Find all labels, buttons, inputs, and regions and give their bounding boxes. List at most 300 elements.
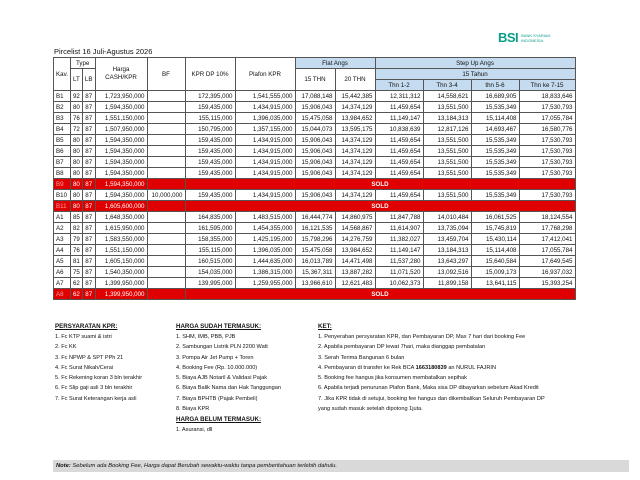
cell-thn-3-4: 13,184,313: [423, 113, 471, 124]
header-bf: BF: [147, 58, 185, 91]
cell-thn-3-4: 13,551,500: [423, 168, 471, 179]
termasuk-list: [176, 332, 281, 414]
header-kav: Kav.: [54, 58, 71, 91]
cell-thn-7-15: 17,530,793: [519, 102, 575, 113]
cell-flat-15: 15,475,058: [295, 113, 335, 124]
cell-kav: A1: [54, 212, 71, 223]
cell-kpr-dp: 159,435,000: [185, 190, 235, 201]
cell-lt: 80: [70, 146, 82, 157]
cell-thn-5-6: 14,693,467: [471, 124, 519, 135]
header-thn-1-2: Thn 1-2: [375, 80, 423, 91]
cell-kav: B6: [54, 146, 71, 157]
cell-lb: 87: [82, 256, 95, 267]
note-text: Sebelum ada Booking Fee, Harga dapat Berubah sewaktu-waktu tanpa pemberitahuan terlebih dahulu.: [70, 463, 337, 469]
cell-thn-7-15: 18,833,646: [519, 91, 575, 102]
sold-label: SOLD: [185, 201, 575, 212]
cell-harga: 1,399,950,000: [95, 289, 147, 300]
cell-kpr-dp: 164,835,000: [185, 212, 235, 223]
ket-item: 2. Apabila pembayaran DP lewat 7hari, maka dianggap pembatalan: [318, 344, 486, 351]
cell-thn-1-2: 11,459,654: [375, 168, 423, 179]
cell-flat-20: 14,374,129: [335, 135, 375, 146]
cell-harga: 1,605,150,000: [95, 256, 147, 267]
ket-list: [318, 332, 545, 414]
cell-thn-5-6: 15,114,408: [471, 245, 519, 256]
cell-thn-7-15: 18,124,554: [519, 212, 575, 223]
cell-plafon: 1,434,915,000: [235, 168, 295, 179]
cell-thn-7-15: 17,530,793: [519, 135, 575, 146]
cell-thn-1-2: 11,459,654: [375, 102, 423, 113]
header-flat-15: 15 THN: [295, 69, 335, 91]
note-bar: [53, 460, 629, 472]
table-row: [54, 212, 576, 223]
cell-flat-20: 14,374,129: [335, 168, 375, 179]
header-harga: Harga CASH/KPR: [95, 58, 147, 91]
cell-plafon: 1,396,035,000: [235, 113, 295, 124]
ket-section: [318, 322, 545, 414]
cell-bf: [147, 234, 185, 245]
header-type: Type: [70, 58, 95, 69]
termasuk-item: 3. Pompa Air Jet Pump + Toren: [176, 354, 254, 361]
pricelist-body: [54, 91, 576, 300]
termasuk-item: 4. Booking Fee (Rp. 10.000.000): [176, 364, 258, 371]
cell-lb: 87: [82, 179, 95, 190]
persyaratan-title: PERSYARATAN KPR:: [55, 323, 118, 330]
cell-lt: 80: [70, 157, 82, 168]
cell-kav: A2: [54, 223, 71, 234]
cell-thn-5-6: 15,745,819: [471, 223, 519, 234]
table-row: [54, 190, 576, 201]
cell-lt: 81: [70, 256, 82, 267]
ket-item: 6. Apabila terjadi penurunan Plafon Bank, Maka sisa DP dibayarkan sebelum Akad Kredit: [318, 385, 539, 392]
cell-kav: B9: [54, 179, 71, 190]
cell-harga: 1,594,350,000: [95, 168, 147, 179]
cell-thn-3-4: 11,899,158: [423, 278, 471, 289]
cell-kpr-dp: 161,595,000: [185, 223, 235, 234]
table-row: [54, 102, 576, 113]
cell-bf: [147, 223, 185, 234]
cell-thn-3-4: 13,459,704: [423, 234, 471, 245]
cell-thn-1-2: 10,062,373: [375, 278, 423, 289]
cell-flat-20: 13,984,652: [335, 113, 375, 124]
cell-lt: 62: [70, 289, 82, 300]
cell-kpr-dp: 150,795,000: [185, 124, 235, 135]
cell-harga: 1,594,350,000: [95, 190, 147, 201]
bsi-logo: [498, 30, 551, 45]
header-15-tahun: 15 Tahun: [375, 69, 575, 80]
cell-kav: B10: [54, 190, 71, 201]
cell-thn-7-15: 17,412,041: [519, 234, 575, 245]
cell-plafon: 1,396,035,000: [235, 245, 295, 256]
cell-plafon: 1,434,915,000: [235, 102, 295, 113]
cell-thn-5-6: 16,061,525: [471, 212, 519, 223]
cell-thn-7-15: 17,530,793: [519, 168, 575, 179]
cell-thn-5-6: 13,641,115: [471, 278, 519, 289]
termasuk-item: 6. Biaya Balik Nama dan Hak Tanggungan: [176, 385, 282, 392]
cell-flat-20: 14,860,975: [335, 212, 375, 223]
cell-plafon: 1,357,155,000: [235, 124, 295, 135]
sold-label: SOLD: [185, 179, 575, 190]
cell-thn-7-15: 17,530,793: [519, 190, 575, 201]
cell-thn-5-6: 15,535,349: [471, 135, 519, 146]
cell-flat-15: 16,444,774: [295, 212, 335, 223]
cell-harga: 1,583,550,000: [95, 234, 147, 245]
persyaratan-item: 2. Fc KK: [55, 344, 77, 351]
cell-lb: 87: [82, 212, 95, 223]
cell-kav: B5: [54, 135, 71, 146]
table-row: [54, 135, 576, 146]
cell-kpr-dp: 159,435,000: [185, 146, 235, 157]
cell-lb: 87: [82, 190, 95, 201]
cell-lt: 72: [70, 124, 82, 135]
cell-kpr-dp: 155,115,000: [185, 245, 235, 256]
belum-termasuk-title: HARGA BELUM TERMASUK:: [176, 416, 262, 424]
cell-thn-7-15: 16,580,776: [519, 124, 575, 135]
header-flat-20: 20 THN: [335, 69, 375, 91]
cell-bf: [147, 267, 185, 278]
cell-harga: 1,723,950,000: [95, 91, 147, 102]
cell-bf: [147, 289, 185, 300]
cell-lb: 87: [82, 157, 95, 168]
cell-flat-20: 14,568,867: [335, 223, 375, 234]
cell-flat-20: 13,984,652: [335, 245, 375, 256]
cell-plafon: 1,434,915,000: [235, 190, 295, 201]
cell-thn-5-6: 15,535,349: [471, 168, 519, 179]
cell-harga: 1,594,350,000: [95, 157, 147, 168]
cell-kav: A5: [54, 256, 71, 267]
cell-flat-20: 14,276,759: [335, 234, 375, 245]
header-lt: LT: [70, 69, 82, 91]
cell-thn-7-15: 17,055,784: [519, 245, 575, 256]
cell-plafon: 1,434,915,000: [235, 157, 295, 168]
table-row: [54, 124, 576, 135]
ket-item: 1. Penyerahan persyaratan KPR, dan Pembayaran DP, Max 7 hari dari booking Fee: [318, 334, 526, 340]
table-row: [54, 113, 576, 124]
cell-kpr-dp: 139,995,000: [185, 278, 235, 289]
cell-flat-15: 15,906,043: [295, 102, 335, 113]
cell-flat-15: 13,966,610: [295, 278, 335, 289]
termasuk-item: 7. Biaya BPHTB (Pajak Pembeli): [176, 395, 258, 402]
pricelist-table: [53, 57, 576, 300]
table-row: [54, 278, 576, 289]
persyaratan-item: 5. Fc Rekening koran 3 bln terakhir: [55, 375, 143, 382]
cell-lt: 80: [70, 168, 82, 179]
cell-flat-20: 13,595,175: [335, 124, 375, 135]
cell-flat-15: 15,475,058: [295, 245, 335, 256]
cell-kpr-dp: 160,515,000: [185, 256, 235, 267]
cell-bf: [147, 102, 185, 113]
cell-kpr-dp: 158,355,000: [185, 234, 235, 245]
cell-bf: 10,000,000: [147, 190, 185, 201]
cell-bf: [147, 124, 185, 135]
cell-harga: 1,551,150,000: [95, 245, 147, 256]
cell-thn-3-4: 12,817,126: [423, 124, 471, 135]
cell-thn-1-2: 11,614,907: [375, 223, 423, 234]
cell-thn-7-15: 17,055,784: [519, 113, 575, 124]
bank-account-number: 1663180839: [415, 364, 447, 371]
cell-lt: 92: [70, 91, 82, 102]
termasuk-item: 2. Sambungan Listrik PLN 2200 Watt: [176, 344, 268, 351]
cell-kav: B4: [54, 124, 71, 135]
cell-lt: 80: [70, 190, 82, 201]
termasuk-item: 1. SHM, IMB, PBB, PJB: [176, 334, 236, 340]
cell-kav: B3: [54, 113, 71, 124]
cell-flat-20: 12,621,483: [335, 278, 375, 289]
cell-thn-1-2: 11,382,027: [375, 234, 423, 245]
cell-flat-15: 15,906,043: [295, 146, 335, 157]
cell-bf: [147, 256, 185, 267]
persyaratan-item: 7. Fc Surat Keterangan kerja asli: [55, 395, 137, 402]
cell-thn-5-6: 16,689,905: [471, 91, 519, 102]
cell-bf: [147, 201, 185, 212]
cell-kav: B1: [54, 91, 71, 102]
cell-bf: [147, 168, 185, 179]
cell-kpr-dp: 159,435,000: [185, 168, 235, 179]
cell-thn-3-4: 13,643,297: [423, 256, 471, 267]
cell-plafon: 1,454,355,000: [235, 223, 295, 234]
cell-kav: B8: [54, 168, 71, 179]
cell-plafon: 1,444,635,000: [235, 256, 295, 267]
bsi-logo-mark: BSI: [498, 30, 519, 45]
cell-thn-7-15: 17,530,793: [519, 157, 575, 168]
cell-bf: [147, 157, 185, 168]
termasuk-title: HARGA SUDAH TERMASUK:: [176, 323, 262, 330]
cell-flat-15: 15,367,311: [295, 267, 335, 278]
ket-item: 7. Jika KPR tidak di setujui, booking fee hangus dan dikembalikan Seluruh Pembayaran DP: [318, 395, 545, 402]
header-lb: LB: [82, 69, 95, 91]
cell-kpr-dp: 155,115,000: [185, 113, 235, 124]
cell-lt: 85: [70, 212, 82, 223]
cell-flat-20: 14,471,498: [335, 256, 375, 267]
cell-plafon: 1,259,955,000: [235, 278, 295, 289]
cell-thn-5-6: 15,009,173: [471, 267, 519, 278]
cell-lb: 87: [82, 201, 95, 212]
table-row: [54, 223, 576, 234]
cell-bf: [147, 91, 185, 102]
cell-thn-5-6: 15,535,349: [471, 190, 519, 201]
cell-thn-5-6: 15,535,349: [471, 157, 519, 168]
cell-thn-3-4: 14,010,484: [423, 212, 471, 223]
table-row: [54, 201, 576, 212]
ket-title: KET:: [318, 323, 332, 330]
header-thn-5-6: thn 5-6: [471, 80, 519, 91]
cell-thn-3-4: 13,551,500: [423, 146, 471, 157]
cell-lt: 62: [70, 278, 82, 289]
cell-flat-20: 13,887,282: [335, 267, 375, 278]
header-plafon: Plafon KPR: [235, 58, 295, 91]
cell-harga: 1,540,350,000: [95, 267, 147, 278]
cell-thn-3-4: 13,184,313: [423, 245, 471, 256]
table-row: [54, 267, 576, 278]
cell-thn-1-2: 11,071,520: [375, 267, 423, 278]
cell-thn-7-15: 17,768,298: [519, 223, 575, 234]
cell-kpr-dp: 172,395,000: [185, 91, 235, 102]
cell-harga: 1,594,350,000: [95, 135, 147, 146]
cell-flat-15: 16,013,789: [295, 256, 335, 267]
cell-kav: B7: [54, 157, 71, 168]
cell-bf: [147, 146, 185, 157]
header-thn-7-15: Thn ke 7-15: [519, 80, 575, 91]
cell-harga: 1,594,350,000: [95, 102, 147, 113]
cell-lt: 80: [70, 179, 82, 190]
cell-kpr-dp: 159,435,000: [185, 135, 235, 146]
cell-harga: 1,551,150,000: [95, 113, 147, 124]
cell-plafon: 1,425,195,000: [235, 234, 295, 245]
cell-flat-20: 14,374,129: [335, 102, 375, 113]
cell-lb: 87: [82, 245, 95, 256]
cell-thn-1-2: 12,311,312: [375, 91, 423, 102]
persyaratan-list: [55, 332, 142, 404]
cell-thn-1-2: 10,838,639: [375, 124, 423, 135]
cell-bf: [147, 179, 185, 190]
cell-thn-3-4: 13,551,500: [423, 157, 471, 168]
cell-thn-5-6: 15,535,349: [471, 146, 519, 157]
cell-plafon: 1,386,315,000: [235, 267, 295, 278]
header-step-up-angs: Step Up Angs: [375, 58, 575, 69]
cell-kav: A4: [54, 245, 71, 256]
cell-thn-1-2: 11,149,147: [375, 245, 423, 256]
termasuk-item: 5. Biaya AJB Notaril & Validasi Pajak: [176, 375, 267, 382]
cell-lt: 80: [70, 135, 82, 146]
cell-lb: 87: [82, 124, 95, 135]
cell-thn-7-15: 17,649,545: [519, 256, 575, 267]
cell-thn-7-15: 16,937,032: [519, 267, 575, 278]
cell-lb: 87: [82, 135, 95, 146]
pricelist-title: Pircelist 16 Juli-Agustus 2026: [54, 47, 153, 56]
cell-harga: 1,594,350,000: [95, 179, 147, 190]
cell-bf: [147, 113, 185, 124]
cell-lt: 75: [70, 267, 82, 278]
table-row: [54, 146, 576, 157]
cell-lb: 87: [82, 289, 95, 300]
cell-flat-15: 17,088,148: [295, 91, 335, 102]
termasuk-item: 8. Biaya KPR: [176, 406, 210, 413]
cell-kav: A3: [54, 234, 71, 245]
cell-thn-5-6: 15,114,408: [471, 113, 519, 124]
cell-kpr-dp: 159,435,000: [185, 157, 235, 168]
cell-plafon: 1,483,515,000: [235, 212, 295, 223]
ket-item: yang sudah masuk setelah dipotong 1juta.: [318, 406, 423, 413]
cell-kav: B2: [54, 102, 71, 113]
cell-thn-5-6: 15,640,584: [471, 256, 519, 267]
cell-thn-7-15: 15,393,254: [519, 278, 575, 289]
cell-thn-1-2: 11,149,147: [375, 113, 423, 124]
cell-lt: 80: [70, 201, 82, 212]
belum-termasuk-item: 1. Asuransi, dll: [176, 427, 213, 434]
cell-thn-3-4: 13,551,500: [423, 102, 471, 113]
cell-harga: 1,399,950,000: [95, 278, 147, 289]
cell-flat-15: 15,044,073: [295, 124, 335, 135]
cell-thn-3-4: 13,551,500: [423, 190, 471, 201]
table-row: [54, 168, 576, 179]
cell-kav: A8: [54, 289, 71, 300]
cell-plafon: 1,541,555,000: [235, 91, 295, 102]
cell-thn-1-2: 11,459,654: [375, 146, 423, 157]
cell-lt: 76: [70, 113, 82, 124]
cell-lt: 79: [70, 234, 82, 245]
cell-flat-15: 15,798,296: [295, 234, 335, 245]
cell-lt: 82: [70, 223, 82, 234]
cell-bf: [147, 245, 185, 256]
cell-flat-20: 15,442,385: [335, 91, 375, 102]
cell-thn-3-4: 14,558,621: [423, 91, 471, 102]
cell-harga: 1,648,350,000: [95, 212, 147, 223]
cell-lb: 87: [82, 102, 95, 113]
cell-harga: 1,507,950,000: [95, 124, 147, 135]
table-row: [54, 289, 576, 300]
persyaratan-item: 6. Fc Slip gaji asli 3 bln terakhir: [55, 385, 133, 392]
cell-plafon: 1,434,915,000: [235, 135, 295, 146]
ket-item-text: 4. Pembayaran di transfer ke Rek BCA: [318, 364, 416, 371]
cell-thn-3-4: 13,735,094: [423, 223, 471, 234]
cell-lb: 87: [82, 146, 95, 157]
cell-thn-1-2: 11,459,654: [375, 190, 423, 201]
cell-lb: 87: [82, 223, 95, 234]
table-row: [54, 157, 576, 168]
ket-item: 3. Serah Terima Bangunan 6 bulan: [318, 354, 405, 361]
cell-thn-5-6: 15,430,114: [471, 234, 519, 245]
cell-kpr-dp: 159,435,000: [185, 102, 235, 113]
cell-harga: 1,605,600,000: [95, 201, 147, 212]
cell-flat-15: 15,906,043: [295, 157, 335, 168]
cell-thn-7-15: 17,530,793: [519, 146, 575, 157]
cell-plafon: 1,434,915,000: [235, 146, 295, 157]
header-flat-angs: Flat Angs: [295, 58, 375, 69]
header-kpr-dp: KPR DP 10%: [185, 58, 235, 91]
persyaratan-item: 3. Fc NPWP & SPT PPh 21: [55, 354, 124, 361]
table-row: [54, 234, 576, 245]
cell-thn-1-2: 11,459,654: [375, 135, 423, 146]
cell-lt: 76: [70, 245, 82, 256]
cell-thn-1-2: 11,459,654: [375, 157, 423, 168]
bsi-logo-subtitle: BANK SYARIAH INDONESIA: [521, 32, 551, 43]
cell-flat-15: 15,906,043: [295, 190, 335, 201]
cell-thn-3-4: 13,092,516: [423, 267, 471, 278]
ket-item-text: an NURUL FAJRIN: [446, 364, 496, 371]
cell-flat-20: 14,374,129: [335, 157, 375, 168]
cell-lb: 87: [82, 278, 95, 289]
ket-item: 5. Booking fee hangus jika konsumen membatalkan sepihak: [318, 375, 467, 382]
cell-flat-20: 14,374,129: [335, 190, 375, 201]
cell-lb: 87: [82, 91, 95, 102]
cell-lb: 87: [82, 267, 95, 278]
cell-flat-15: 15,906,043: [295, 168, 335, 179]
sold-label: SOLD: [185, 289, 575, 300]
table-row: [54, 91, 576, 102]
cell-kpr-dp: 154,035,000: [185, 267, 235, 278]
cell-lt: 80: [70, 102, 82, 113]
persyaratan-item: 4. Fc Surat Nikah/Cerai: [55, 364, 114, 371]
cell-kav: A7: [54, 278, 71, 289]
cell-thn-3-4: 13,551,500: [423, 135, 471, 146]
cell-thn-5-6: 15,535,349: [471, 102, 519, 113]
table-row: [54, 245, 576, 256]
cell-thn-1-2: 11,847,788: [375, 212, 423, 223]
table-row: [54, 179, 576, 190]
persyaratan-item: 1. Fc KTP suami & istri: [55, 334, 112, 340]
cell-harga: 1,615,950,000: [95, 223, 147, 234]
persyaratan-section: [55, 322, 142, 404]
termasuk-section: [176, 322, 281, 436]
ket-item: [318, 363, 545, 373]
header-thn-3-4: Thn 3-4: [423, 80, 471, 91]
belum-termasuk-list: [176, 425, 281, 435]
cell-lb: 87: [82, 234, 95, 245]
cell-bf: [147, 212, 185, 223]
note-label: Note:: [56, 463, 71, 469]
cell-bf: [147, 135, 185, 146]
table-row: [54, 256, 576, 267]
cell-lb: 87: [82, 113, 95, 124]
